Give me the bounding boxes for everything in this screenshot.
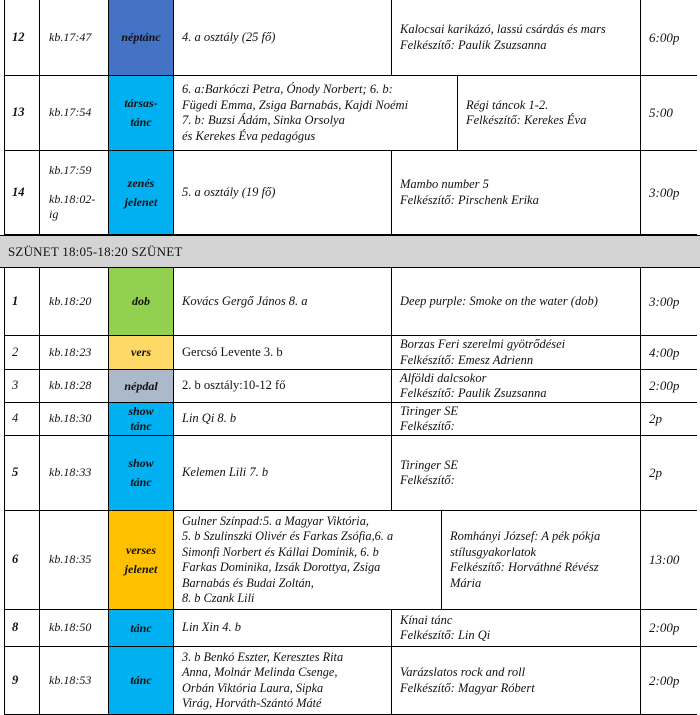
genre-text: tánc	[130, 115, 152, 129]
row-piece	[442, 511, 641, 610]
row-piece	[392, 436, 641, 511]
performer-line: Gercsó Levente 3. b	[182, 344, 283, 359]
performer-line: Farkas Dominika, Izsák Dorottya, Zsiga	[182, 560, 381, 574]
piece-line: Alföldi dalcsokor	[400, 370, 487, 385]
row-genre	[109, 511, 174, 610]
piece-line: Felkészítő: Magyar Róbert	[400, 680, 535, 695]
row-number: 5	[4, 436, 40, 511]
row-performer	[174, 403, 392, 436]
row-duration: 3:00p	[641, 268, 697, 336]
row-duration: 13:00	[641, 511, 697, 610]
row-piece	[392, 151, 641, 235]
piece-line: stílusgyakorlatok	[450, 544, 537, 559]
piece-line: Mária	[450, 575, 482, 590]
row-number: 4	[4, 403, 40, 436]
row-performer	[174, 370, 392, 403]
row-duration: 2p	[641, 403, 697, 436]
row-performer	[174, 151, 392, 235]
row-piece	[392, 336, 641, 370]
row-duration: 5:00	[641, 76, 697, 151]
piece-line: Felkészítő: Lin Qi	[400, 628, 491, 642]
genre-text: jelenet	[124, 194, 158, 209]
row-performer	[174, 336, 392, 370]
table-row	[4, 151, 697, 235]
row-piece	[392, 403, 641, 436]
table-row	[4, 268, 697, 336]
performer-line: 5. b Szulinszki Olivér és Farkas Zsófia,6. a	[182, 529, 394, 543]
genre-text: jelenet	[124, 562, 158, 576]
program-table	[4, 0, 697, 713]
performer-line: és Kerekes Éva pedagógus	[182, 128, 316, 143]
row-piece	[458, 76, 641, 151]
piece-line: Varázslatos rock and roll	[400, 665, 526, 679]
piece-line: Mambo number 5	[400, 177, 489, 191]
row-performer	[174, 610, 392, 647]
piece-line: Felkészítő: Pirschenk Erika	[400, 192, 539, 207]
table-row	[4, 436, 697, 511]
row-performer	[174, 76, 458, 151]
piece-line: Felkészítő: Emesz Adrienn	[400, 352, 534, 367]
piece-line: Kínai tánc	[400, 612, 453, 627]
row-performer	[174, 511, 442, 610]
row-number: 8	[4, 610, 40, 647]
row-genre: vers	[109, 336, 174, 370]
row-time: kb.18:50	[40, 610, 109, 647]
table-row	[4, 610, 697, 647]
table-row	[4, 336, 697, 370]
row-time: kb.17:54	[40, 76, 109, 151]
row-number: 12	[4, 0, 40, 76]
row-piece	[392, 610, 641, 647]
row-duration: 4:00p	[641, 336, 697, 370]
piece-line: Borzas Feri szerelmi gyötrődései	[400, 337, 566, 351]
performer-line: 8. b Czank Lili	[182, 591, 255, 605]
performer-line: 6. a:Barkóczi Petra, Ónody Norbert; 6. b:	[182, 82, 393, 96]
performer-line: Simonfi Norbert és Kállai Dominik, 6. b	[182, 544, 379, 559]
performer-line: 4. a osztály (25 fő)	[182, 29, 276, 44]
row-duration: 3:00p	[641, 151, 697, 235]
piece-line: Romhányi József: A pék pókja	[450, 529, 601, 543]
performer-line: Anna, Molnár Melinda Csenge,	[182, 665, 338, 679]
table-row	[4, 76, 697, 151]
time-end: kb.18:02-ig	[49, 192, 96, 222]
row-performer	[174, 0, 392, 76]
row-number: 14	[4, 151, 40, 235]
row-time	[40, 151, 109, 235]
performer-line: Kovács Gergő János 8. a	[182, 293, 308, 308]
row-genre	[109, 403, 174, 436]
row-piece	[392, 647, 641, 715]
performer-line: 3. b Benkó Eszter, Keresztes Rita	[182, 649, 344, 664]
performer-line: 5. a osztály (19 fő)	[182, 184, 276, 199]
row-genre: dob	[109, 268, 174, 336]
performer-line: Lin Xin 4. b	[182, 620, 242, 635]
row-piece	[392, 370, 641, 403]
row-time: kb.18:20	[40, 268, 109, 336]
row-genre: néptánc	[109, 0, 174, 76]
piece-line: Kalocsai karikázó, lassú csárdás és mars	[400, 22, 606, 36]
row-duration: 2:00p	[641, 370, 697, 403]
piece-line: Tiringer SE	[400, 403, 458, 418]
genre-text: show	[128, 404, 154, 418]
row-number: 2	[4, 336, 40, 370]
performer-line: 7. b: Buzsi Ádám, Sinka Orsolya	[182, 113, 345, 127]
row-performer	[174, 436, 392, 511]
row-duration: 2:00p	[641, 647, 697, 715]
performer-line: Orbán Viktória Laura, Sipka	[182, 680, 324, 695]
break-row: SZÜNET 18:05-18:20 SZÜNET	[0, 235, 700, 268]
piece-line: Felkészítő: Horváthné Révész	[450, 560, 599, 574]
row-performer	[174, 647, 392, 715]
row-genre: népdal	[109, 370, 174, 403]
genre-text: show	[128, 456, 154, 470]
row-number: 13	[4, 76, 40, 151]
row-number: 1	[4, 268, 40, 336]
row-genre	[109, 76, 174, 151]
performer-line: Lin Qi 8. b	[182, 411, 237, 426]
time-start: kb.17:59	[49, 162, 92, 177]
table-row	[4, 403, 697, 436]
row-time: kb.18:30	[40, 403, 109, 436]
piece-line: Felkészítő: Kerekes Éva	[466, 113, 587, 127]
row-genre: tánc	[109, 647, 174, 715]
piece-line: Tiringer SE	[400, 457, 458, 472]
row-duration: 2p	[641, 436, 697, 511]
row-genre	[109, 151, 174, 235]
performer-line: Fügedi Emma, Zsiga Barnabás, Kajdi Noémi	[182, 97, 409, 112]
row-duration: 6:00p	[641, 0, 697, 76]
genre-text: tánc	[130, 419, 152, 433]
row-genre: tánc	[109, 610, 174, 647]
row-time: kb.18:28	[40, 370, 109, 403]
piece-line: Deep purple: Smoke on the water (dob)	[400, 293, 598, 308]
row-genre	[109, 436, 174, 511]
row-duration: 2:00p	[641, 610, 697, 647]
row-number: 6	[4, 511, 40, 610]
row-time: kb.18:23	[40, 336, 109, 370]
table-row	[4, 0, 697, 76]
row-time: kb.18:53	[40, 647, 109, 715]
row-piece	[392, 0, 641, 76]
table-row	[4, 647, 697, 715]
performer-line: Kelemen Lili 7. b	[182, 465, 269, 480]
performer-line: Gulner Színpad:5. a Magyar Viktória,	[182, 513, 369, 528]
piece-line: Felkészítő: Paulik Zsuzsanna	[400, 37, 547, 52]
genre-text: tánc	[130, 475, 152, 489]
piece-line: Felkészítő: Paulik Zsuzsanna	[400, 386, 547, 400]
genre-text: zenés	[127, 175, 155, 190]
row-number: 9	[4, 647, 40, 715]
row-piece	[392, 268, 641, 336]
row-number: 3	[4, 370, 40, 403]
piece-line: Felkészítő:	[400, 419, 455, 433]
genre-text: társas-	[124, 96, 158, 110]
row-time: kb.18:35	[40, 511, 109, 610]
row-time: kb.17:47	[40, 0, 109, 76]
performer-line: 2. b osztály:10-12 fő	[182, 378, 286, 393]
table-row	[4, 370, 697, 403]
table-row	[4, 511, 697, 610]
row-performer	[174, 268, 392, 336]
piece-line: Felkészítő:	[400, 473, 455, 487]
genre-text: verses	[126, 543, 156, 557]
performer-line: Barnabás és Budai Zoltán,	[182, 575, 314, 590]
piece-line: Régi táncok 1-2.	[466, 97, 549, 112]
performer-line: Virág, Horváth-Szántó Máté	[182, 696, 322, 710]
row-time: kb.18:33	[40, 436, 109, 511]
